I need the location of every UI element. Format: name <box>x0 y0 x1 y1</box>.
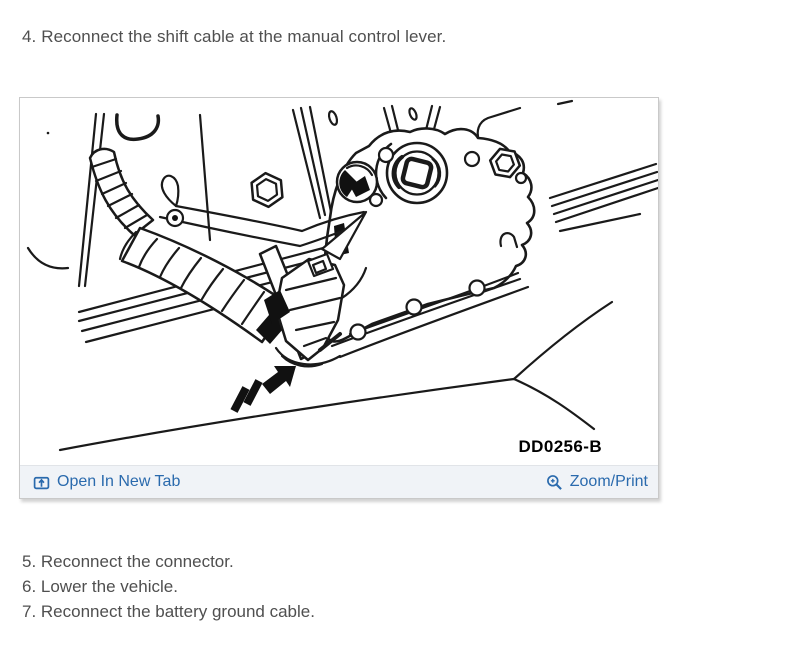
instruction-step-5: 5. Reconnect the connector. <box>22 552 234 571</box>
zoom-print-label: Zoom/Print <box>569 473 648 490</box>
open-in-new-tab-icon <box>33 474 50 491</box>
figure-panel <box>19 97 659 499</box>
magnifier-plus-icon <box>546 474 563 491</box>
figure-label: DD0256-B <box>518 437 602 456</box>
zoom-print-link[interactable] <box>546 473 648 491</box>
open-in-new-tab-link[interactable] <box>33 473 180 491</box>
instruction-step-4: 4. Reconnect the shift cable at the manual control lever. <box>22 27 447 46</box>
open-in-new-tab-label: Open In New Tab <box>57 473 181 490</box>
instruction-step-6: 6. Lower the vehicle. <box>22 577 178 596</box>
instruction-step-7: 7. Reconnect the battery ground cable. <box>22 602 315 621</box>
figure-toolbar <box>20 465 658 498</box>
technical-illustration <box>20 98 658 465</box>
figure-image-area <box>20 98 658 465</box>
instruction-list-below <box>22 549 315 624</box>
